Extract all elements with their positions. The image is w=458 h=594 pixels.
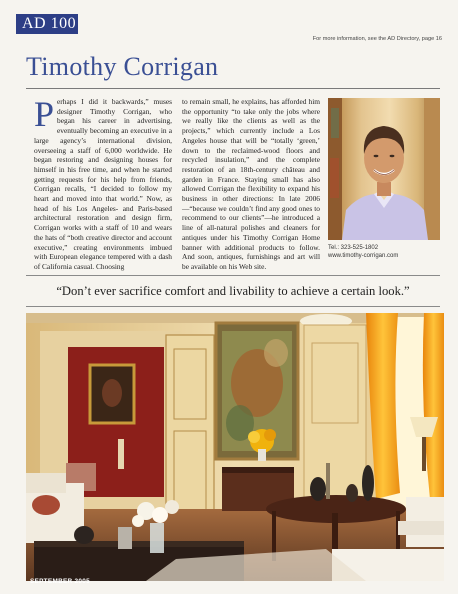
ad100-badge: AD 100 [16, 14, 78, 34]
article-column-1 [34, 94, 172, 275]
directory-reference: For more information, see the AD Directory, page 16 [312, 36, 442, 42]
quote-divider-bottom [26, 306, 440, 307]
quote-divider-top [26, 275, 440, 276]
contact-caption [328, 244, 398, 260]
issue-date: SEPTEMBER 2005 [30, 578, 90, 585]
room-photo [26, 313, 444, 581]
article-body [34, 94, 320, 275]
pull-quote: “Don’t ever sacrifice comfort and livability to achieve a certain look.” [56, 284, 410, 298]
contact-web: www.timothy-corrigan.com [328, 253, 399, 259]
article-text-1: erhaps I did it backwards,” muses designer Timothy Corrigan, who began his career in advertising, eventually becoming an executive in a large agency’s international division, overseeing a staff of 6,000 worldwide. He began restoring and designing houses for himself in his free time, and when he started getting requests for his help from friends, Corrigan recalls, “I decided to follow my heart and moved into that world.” Now, as head of his Los Angeles- and Paris-based architectural restoration and design firm, Corrigan works with a staff of 10 and wears the hats of “both creative director and account executive,” creating environments imbued with European elegance tempered with a dash of California casual. Choosing [34, 97, 172, 271]
drop-cap: P [34, 94, 55, 134]
designer-portrait [328, 98, 440, 240]
page-title: Timothy Corrigan [26, 52, 219, 81]
article-column-2: to remain small, he explains, has afforded him the opportunity “to take only the jobs where we really like the clients as well as the projects,” which currently include a Los Angeles house that will be “totally ‘green,’ down to the reclaimed-wood floors and recycled insulation,” and the complete restoration of an 18th-century château and garden in France. Staying small has also allowed Corrigan the flexibility to expand his business in other directions: In late 2006 —“because we couldn’t find any good ones to recommend to our clients”—he introduced a line of all-natural polishes and cleaners for antiques under his Timothy Corrigan Home banner with additional products to follow. And soon, antiques, furnishings and art will be available on his Web site. [182, 97, 320, 271]
title-divider [26, 88, 440, 89]
contact-phone: Tel.: 323-525-1802 [328, 245, 379, 251]
